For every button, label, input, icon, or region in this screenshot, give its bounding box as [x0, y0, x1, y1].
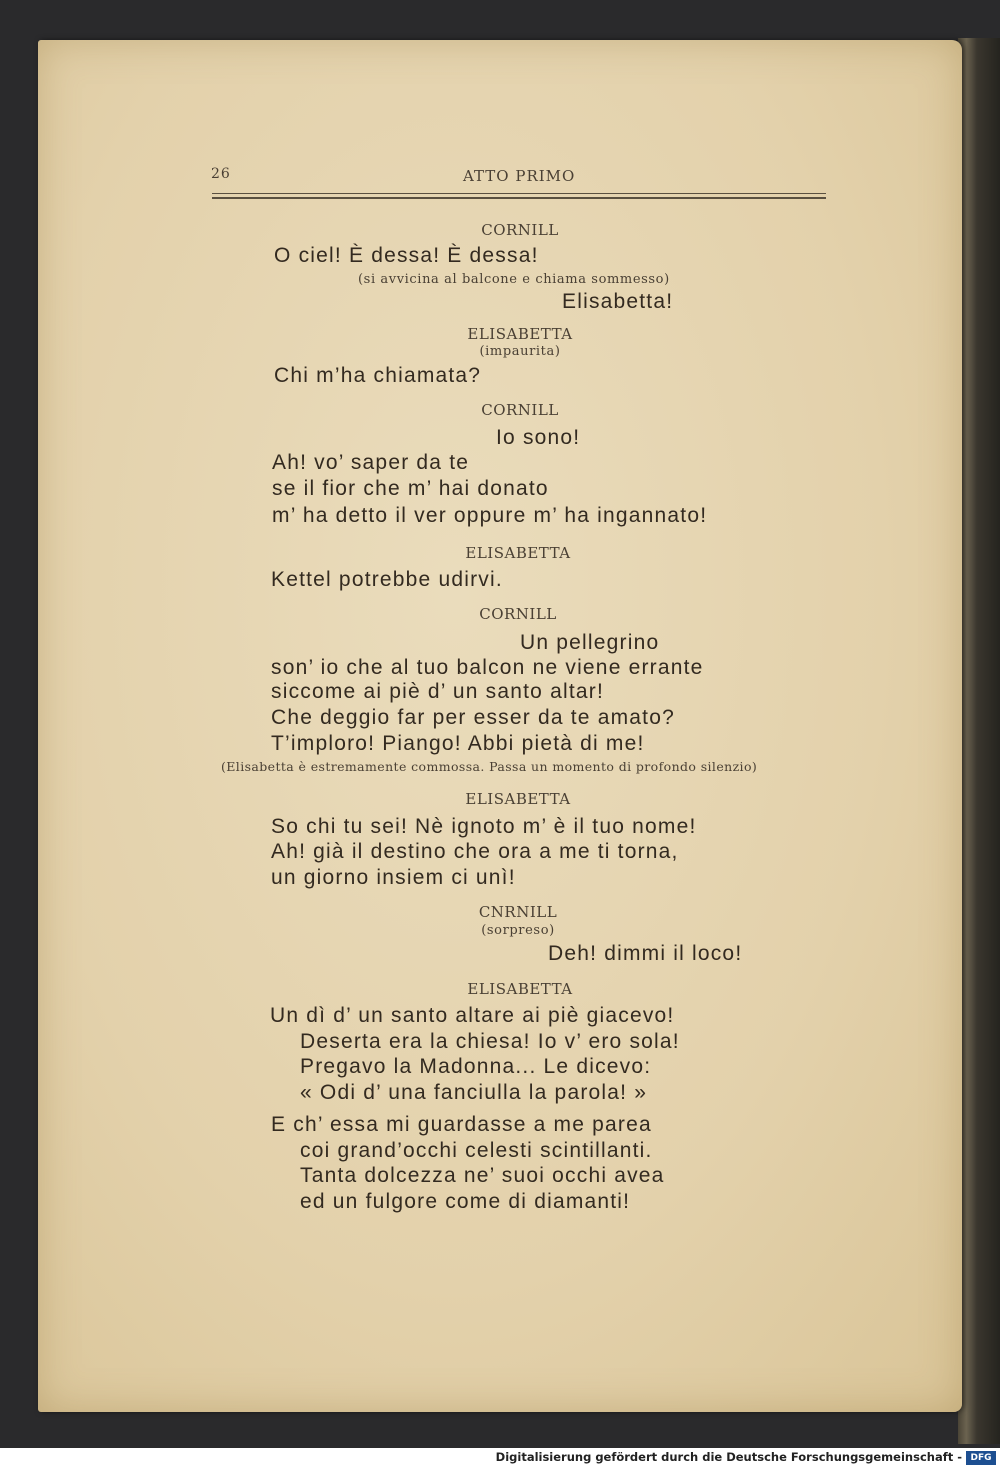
verse-line: m’ ha detto il ver oppure m’ ha ingannato!: [272, 504, 708, 527]
verse-line: Kettel potrebbe udirvi.: [271, 568, 503, 591]
speaker-elisabetta: ELISABETTA: [467, 325, 573, 343]
verse-line: Deserta era la chiesa! Io v’ ero sola!: [300, 1030, 680, 1053]
speaker-cornill: CNRNILL: [478, 903, 558, 921]
verse-line: Ah! già il destino che ora a me ti torna,: [271, 840, 679, 863]
speaker-elisabetta: ELISABETTA: [467, 980, 573, 998]
stage-direction: (sorpreso): [481, 923, 555, 938]
verse-line: Pregavo la Madonna... Le dicevo:: [300, 1055, 652, 1078]
verse-line: se il fior che m’ hai donato: [272, 477, 549, 500]
verse-line: T’imploro! Piango! Abbi pietà di me!: [271, 732, 645, 755]
verse-line: Ah! vo’ saper da te: [272, 451, 470, 474]
running-title: ATTO PRIMO: [463, 167, 576, 185]
dfg-logo: DFG: [966, 1451, 996, 1465]
stage-direction: (Elisabetta è estremamente commossa. Passa un momento di profondo silenzio): [221, 759, 758, 774]
verse-line: Chi m’ha chiamata?: [274, 364, 482, 387]
verse-line: So chi tu sei! Nè ignoto m’ è il tuo nome!: [271, 815, 697, 838]
verse-line: Tanta dolcezza ne’ suoi occhi avea: [300, 1164, 665, 1187]
speaker-cornill: CORNILL: [481, 221, 559, 239]
verse-line: Elisabetta!: [562, 290, 674, 313]
verse-line: O ciel! È dessa! È dessa!: [274, 244, 539, 267]
verse-line: son’ io che al tuo balcon ne viene errante: [271, 656, 704, 679]
verse-line: ed un fulgore come di diamanti!: [300, 1190, 631, 1213]
verse-line: un giorno insiem ci unì!: [271, 866, 516, 889]
speaker-cornill: CORNILL: [481, 401, 559, 419]
stage-direction: (si avvicina al balcone e chiama sommesso): [358, 272, 670, 287]
header-rule-thick: [212, 197, 826, 199]
digitization-credit: Digitalisierung gefördert durch die Deutsche Forschungsgemeinschaft -: [495, 1450, 962, 1464]
verse-line: coi grand’occhi celesti scintillanti.: [300, 1139, 653, 1162]
speaker-elisabetta: ELISABETTA: [465, 544, 571, 562]
speaker-cornill: CORNILL: [479, 605, 557, 623]
page-number: 26: [211, 166, 231, 182]
book-spine: [958, 38, 1000, 1444]
verse-line: Io sono!: [496, 426, 581, 449]
verse-line: Un pellegrino: [520, 631, 660, 654]
verse-line: siccome ai piè d’ un santo altar!: [271, 680, 604, 703]
verse-line: « Odi d’ una fanciulla la parola! »: [300, 1081, 648, 1104]
verse-line: E ch’ essa mi guardasse a me parea: [271, 1113, 652, 1136]
verse-line: Che deggio far per esser da te amato?: [271, 706, 675, 729]
verse-line: Un dì d’ un santo altare ai piè giacevo!: [270, 1004, 675, 1027]
speaker-elisabetta: ELISABETTA: [465, 790, 571, 808]
header-rule: [212, 193, 826, 194]
stage-direction: (impaurita): [479, 344, 561, 359]
verse-line: Deh! dimmi il loco!: [548, 942, 743, 965]
